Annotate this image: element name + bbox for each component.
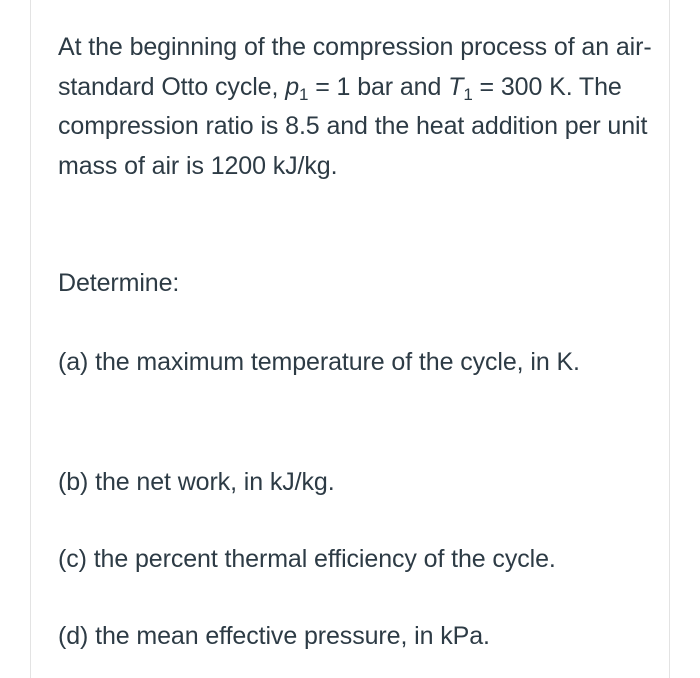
pressure-symbol: p <box>285 72 299 101</box>
pressure-subscript: 1 <box>299 84 309 104</box>
question-part-d: (d) the mean effective pressure, in kPa. <box>58 622 490 650</box>
intro-text-end: = 300 K. The compression ratio is 8.5 and the heat addition per unit mass of air is 1200 kJ/kg. <box>58 72 648 180</box>
problem-statement <box>58 28 658 186</box>
temperature-subscript: 1 <box>463 84 473 104</box>
pressure-value: = 1 bar and <box>308 72 449 101</box>
question-part-b: (b) the net work, in kJ/kg. <box>58 468 335 496</box>
determine-heading: Determine: <box>58 269 180 297</box>
question-part-c: (c) the percent thermal efficiency of the cycle. <box>58 545 556 573</box>
temperature-symbol: T <box>448 72 464 101</box>
question-part-a: (a) the maximum temperature of the cycle, in K. <box>58 348 580 376</box>
intro-text-start: At the beginning of the compression process of an air-standard Otto cycle, <box>58 33 652 101</box>
